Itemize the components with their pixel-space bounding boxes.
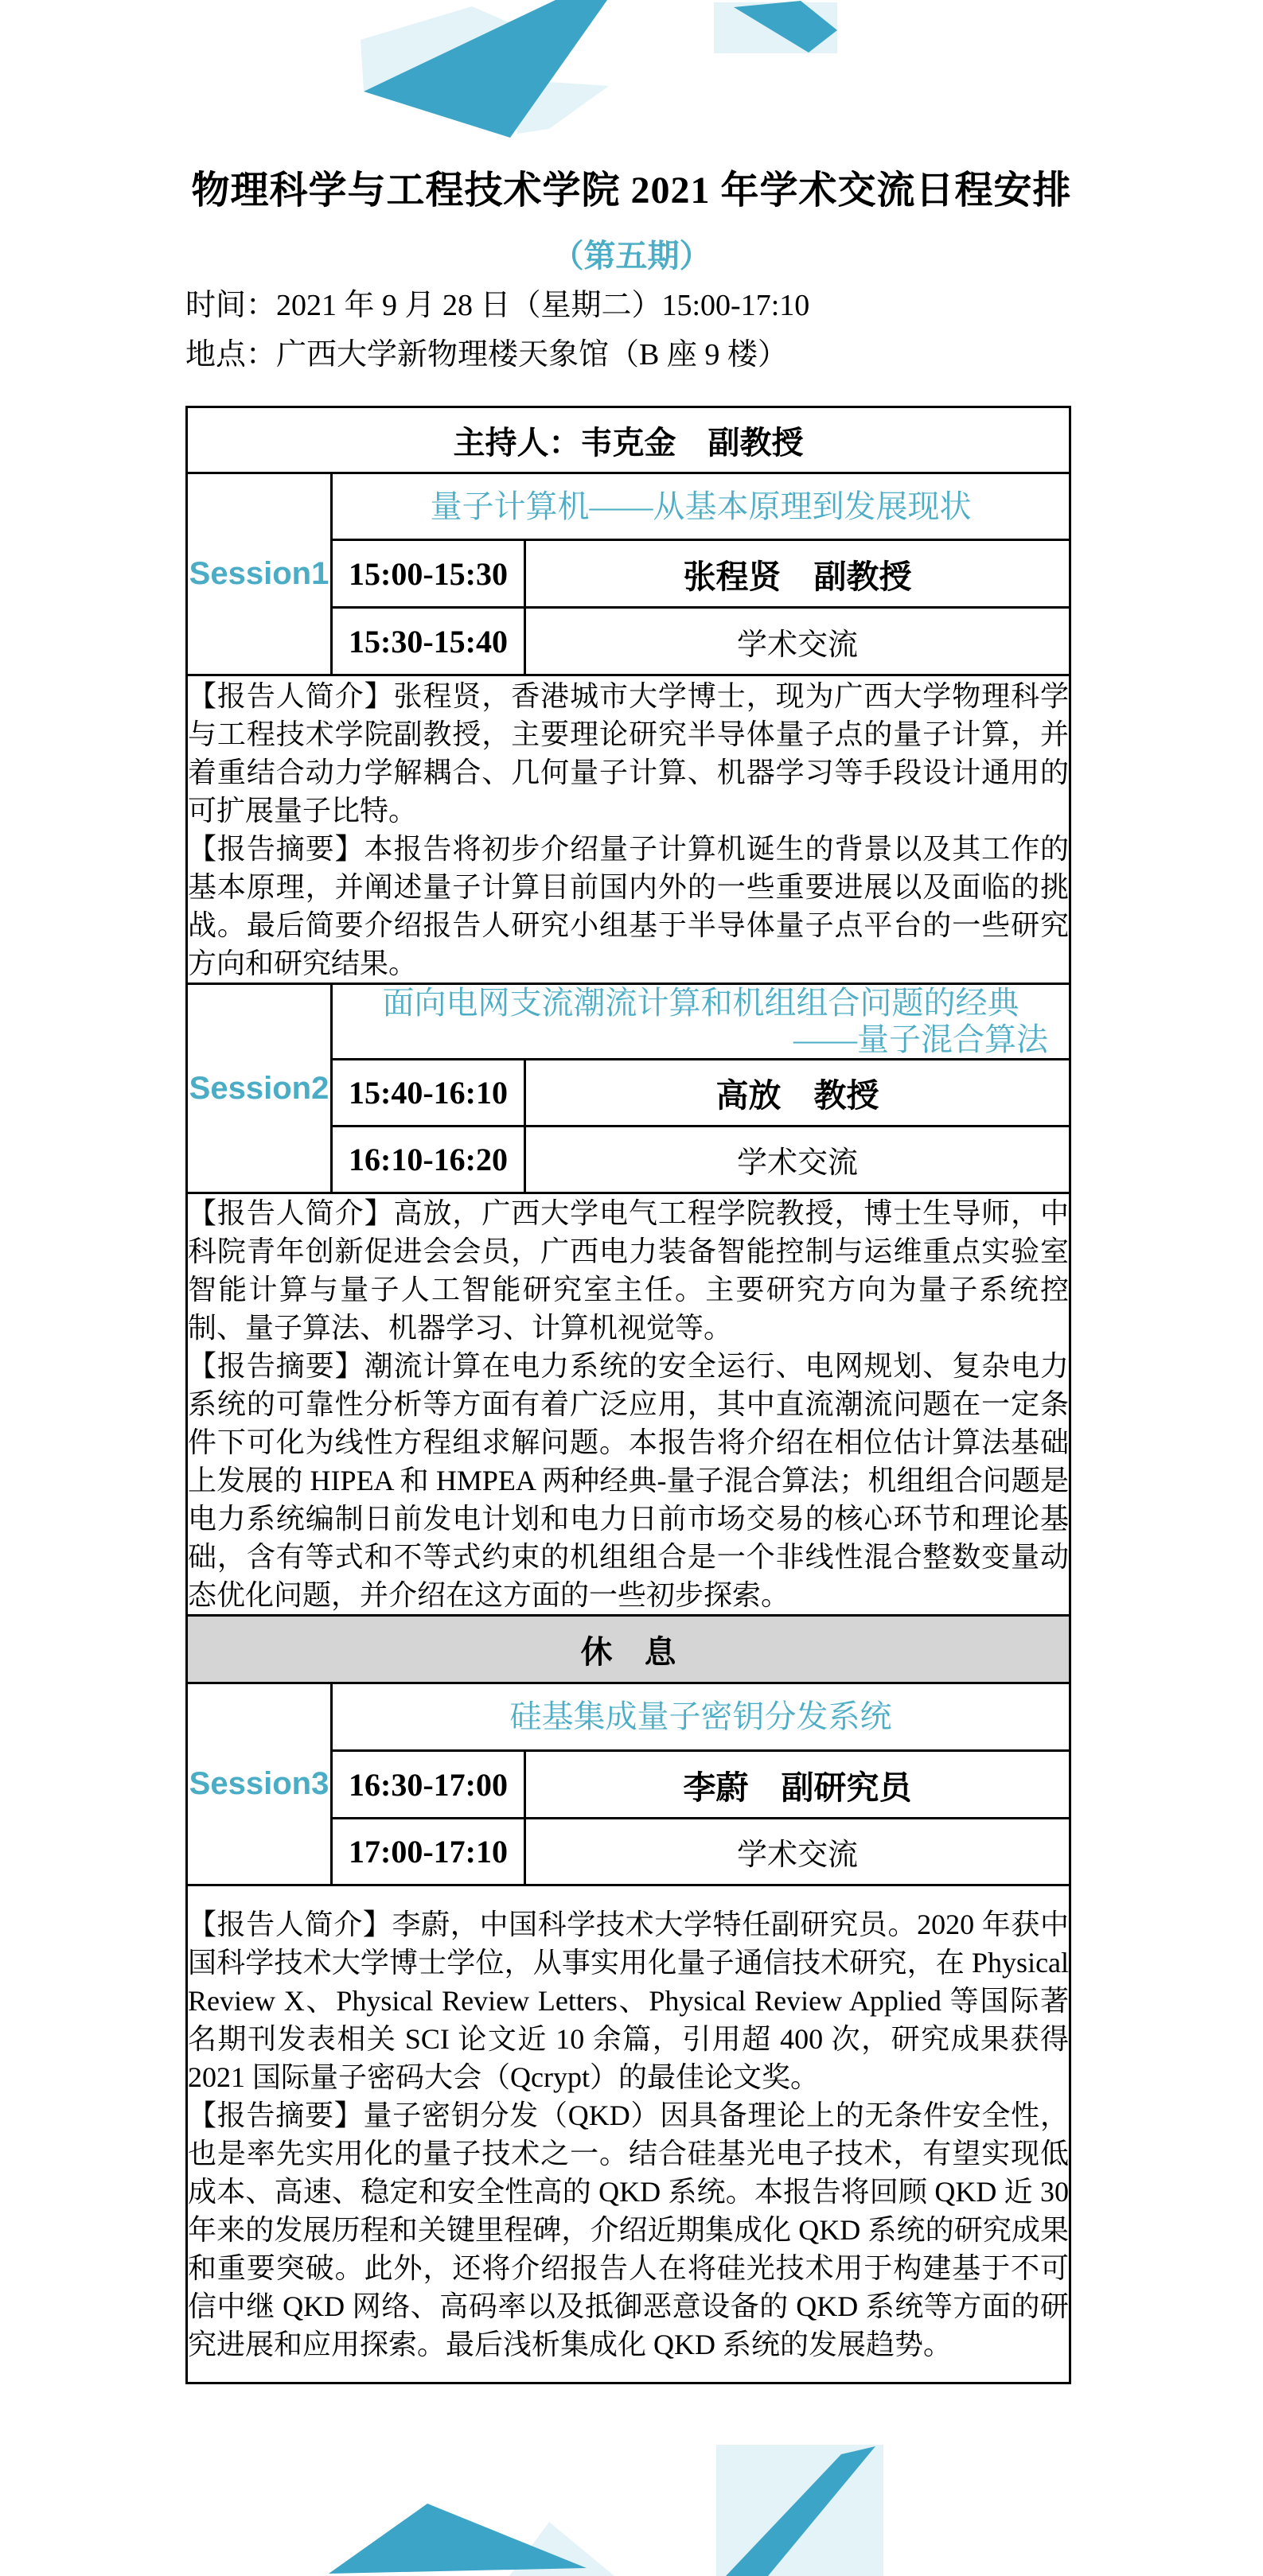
session1-activity: 学术交流 bbox=[525, 608, 1070, 675]
break-cell: 休 息 bbox=[187, 1616, 1070, 1683]
time-line: 时间：2021 年 9 月 28 日（星期二）15:00-17:10 bbox=[185, 289, 810, 322]
session3-title-row bbox=[187, 1683, 1070, 1751]
talk-title-line1: 面向电网支流潮流计算和机组组合问题的经典 bbox=[382, 985, 1019, 1021]
talk-abstract-paragraph bbox=[188, 830, 1069, 983]
session1-bio-row bbox=[187, 675, 1070, 984]
session2-speaker: 高放 教授 bbox=[525, 1060, 1070, 1127]
abstract-label: 【报告摘要】 bbox=[188, 2099, 364, 2131]
bio-label: 【报告人简介】 bbox=[188, 1908, 392, 1940]
abstract-text: 潮流计算在电力系统的安全运行、电网规划、复杂电力系统的可靠性分析等方面有着广泛应用，其中直流潮流问题在一定条件下可化为线性方程组求解问题。本报告将介绍在相位估计算法基础上发展的 HIPEA 和 HMPEA 两种经典-量子混合算法；机组组合问题是电力系统编制日前发电计划和电力日前市场交易的核心环节和理论基础，含有等式和不等式约束的机组组合是一个非线性混合整数变量动态优化问题，并介绍在这方面的一些初步探索。 bbox=[188, 1350, 1070, 1611]
session2-slot2-time: 16:10-16:20 bbox=[332, 1127, 525, 1193]
talk-title-line1: 量子计算机——从基本原理到发展现状 bbox=[430, 488, 972, 524]
session2-slot1-time: 15:40-16:10 bbox=[332, 1060, 525, 1127]
session1-talk-title bbox=[332, 473, 1070, 540]
session2-talk-title bbox=[332, 984, 1070, 1060]
session3-speaker: 李蔚 副研究员 bbox=[525, 1751, 1070, 1819]
break-row bbox=[187, 1616, 1070, 1683]
bio-label: 【报告人简介】 bbox=[188, 679, 394, 712]
session2-label: Session2 bbox=[187, 984, 332, 1193]
session1-slot2-time: 15:30-15:40 bbox=[332, 608, 525, 675]
session2-title-row bbox=[187, 984, 1070, 1060]
session1-label: Session1 bbox=[187, 473, 332, 675]
bottom-decoration bbox=[0, 2441, 1263, 2576]
session2-bio-cell bbox=[187, 1193, 1070, 1616]
session3-talk-title bbox=[332, 1683, 1070, 1751]
talk-title-line2: ——量子混合算法 bbox=[793, 1021, 1049, 1057]
abstract-text: 本报告将初步介绍量子计算机诞生的背景以及其工作的基本原理，并阐述量子计算目前国内外的一些重要进展以及面临的挑战。最后简要介绍报告人研究小组基于半导体量子点平台的一些研究方向和研究结果。 bbox=[188, 832, 1070, 979]
session3-slot2-time: 17:00-17:10 bbox=[332, 1819, 525, 1885]
session2-activity: 学术交流 bbox=[525, 1127, 1070, 1193]
session3-bio-cell bbox=[187, 1885, 1070, 2383]
abstract-label: 【报告摘要】 bbox=[188, 832, 364, 865]
session1-title-row bbox=[187, 473, 1070, 540]
speaker-bio-paragraph bbox=[188, 1905, 1069, 2096]
schedule-table bbox=[185, 406, 1071, 2384]
abstract-label: 【报告摘要】 bbox=[188, 1350, 364, 1382]
moderator-cell: 主持人：韦克金 副教授 bbox=[187, 407, 1070, 473]
abstract-text: 量子密钥分发（QKD）因具备理论上的无条件安全性，也是率先实用化的量子技术之一。结合硅基光电子技术，有望实现低成本、高速、稳定和安全性高的 QKD 系统。本报告将回顾 QKD 近 30 年来的发展历程和关键里程碑，介绍近期集成化 QKD 系统的研究成果和重要突破。此外，还将介绍报告人在将硅光技术用于构建基于不可信中继 QKD 网络、高码率以及抵御恶意设备的 QKD 系统等方面的研究进展和应用探索。最后浅析集成化 QKD 系统的发展趋势。 bbox=[188, 2099, 1070, 2360]
speaker-bio-paragraph bbox=[188, 1194, 1069, 1347]
talk-abstract-paragraph bbox=[188, 2096, 1069, 2364]
session1-speaker: 张程贤 副教授 bbox=[525, 540, 1070, 608]
bio-text: 李蔚，中国科学技术大学特任副研究员。2020 年获中国科学技术大学博士学位，从事实用化量子通信技术研究，在 Physical Review X、Physical Review Letters、Physical Review Applied 等国际著名期刊发表相关 SCI 论文近 10 余篇，引用超 400 次，研究成果获得 2021 国际量子密码大会（Qcrypt）的最佳论文奖。 bbox=[188, 1908, 1070, 2093]
page-title: 物理科学与工程技术学院 2021 年学术交流日程安排 bbox=[191, 169, 1072, 212]
talk-title-line1: 硅基集成量子密钥分发系统 bbox=[509, 1699, 892, 1734]
moderator-row bbox=[187, 407, 1070, 473]
speaker-bio-paragraph bbox=[188, 677, 1069, 830]
page-subtitle: （第五期） bbox=[552, 238, 711, 274]
session3-activity: 学术交流 bbox=[525, 1819, 1070, 1885]
location-line: 地点：广西大学新物理楼天象馆（B 座 9 楼） bbox=[185, 338, 788, 372]
session1-bio-cell bbox=[187, 675, 1070, 984]
session3-bio-row bbox=[187, 1885, 1070, 2383]
session3-label: Session3 bbox=[187, 1683, 332, 1885]
bio-label: 【报告人简介】 bbox=[188, 1197, 394, 1229]
session3-slot1-time: 16:30-17:00 bbox=[332, 1751, 525, 1819]
bio-text: 张程贤，香港城市大学博士，现为广西大学物理科学与工程技术学院副教授，主要理论研究半导体量子点的量子计算，并着重结合动力学解耦合、几何量子计算、机器学习等手段设计通用的可扩展量子比特。 bbox=[188, 679, 1070, 827]
talk-abstract-paragraph bbox=[188, 1347, 1069, 1614]
session1-slot1-time: 15:00-15:30 bbox=[332, 540, 525, 608]
session2-bio-row bbox=[187, 1193, 1070, 1616]
bio-text: 高放，广西大学电气工程学院教授，博士生导师，中科院青年创新促进会会员，广西电力装备智能控制与运维重点实验室智能计算与量子人工智能研究室主任。主要研究方向为量子系统控制、量子算法、机器学习、计算机视觉等。 bbox=[188, 1197, 1070, 1344]
